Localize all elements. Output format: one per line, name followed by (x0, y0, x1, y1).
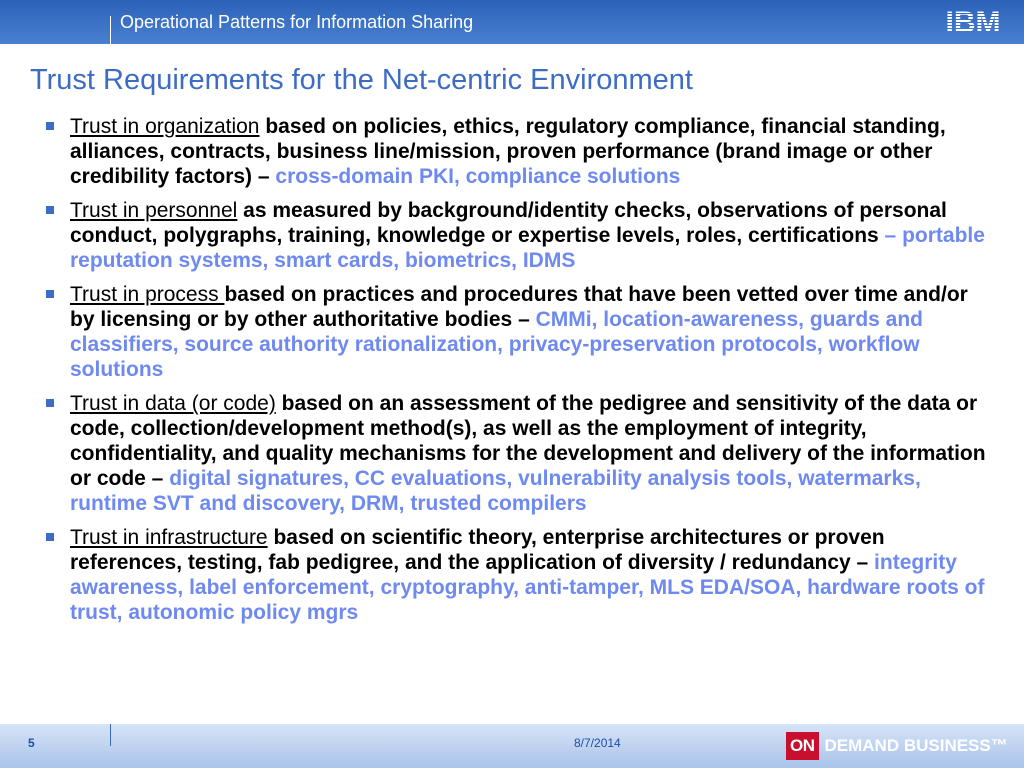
bullet-trust-infrastructure (44, 525, 994, 625)
square-bullet-icon (46, 290, 54, 298)
bullet-examples: cross-domain PKI, compliance solutions (275, 165, 681, 188)
footer-divider (110, 724, 111, 746)
bullet-list (44, 114, 994, 634)
footer-bar (0, 724, 1024, 768)
bullet-trust-data (44, 391, 994, 516)
bullet-examples: integrity awareness, label enforcement, cryptography, anti-tamper, MLS EDA/SOA, hardware roots of trust, autonomic policy mgrs (70, 551, 985, 624)
page-number: 5 (28, 736, 35, 750)
bullet-lead: Trust in personnel (70, 199, 238, 222)
square-bullet-icon (46, 533, 54, 541)
header-divider (110, 16, 111, 44)
square-bullet-icon (46, 122, 54, 130)
on-demand-business-logo (786, 731, 1008, 761)
bullet-lead: Trust in data (or code) (70, 392, 276, 415)
bullet-description: based on policies, ethics, regulatory compliance, financial standing, alliances, contracts, business line/mission, proven performance (brand image or other credibility factors) – (70, 115, 946, 188)
square-bullet-icon (46, 399, 54, 407)
brand-on-badge: ON (786, 732, 819, 760)
header-bar (0, 0, 1024, 44)
bullet-lead: Trust in organization (70, 115, 260, 138)
bullet-examples: – portable reputation systems, smart cards, biometrics, IDMS (70, 224, 985, 272)
bullet-lead: Trust in process (70, 283, 225, 306)
bullet-trust-organization (44, 114, 994, 189)
bullet-examples: digital signatures, CC evaluations, vulnerability analysis tools, watermarks, runtime SVT and discovery, DRM, trusted compilers (70, 467, 921, 515)
bullet-description: based on scientific theory, enterprise architectures or proven references, testing, fab pedigree, and the application of diversity / redundancy – (70, 526, 885, 574)
bullet-description: based on an assessment of the pedigree and sensitivity of the data or code, collection/development method(s), as well as the employment of integrity, confidentiality, and quality mechanisms for the development and delivery of the information or code – (70, 392, 986, 490)
bullet-trust-process (44, 282, 994, 382)
bullet-description: as measured by background/identity checks, observations of personal conduct, polygraphs, training, knowledge or expertise levels, roles, certifications (70, 199, 947, 247)
footer-date: 8/7/2014 (574, 736, 621, 750)
bullet-trust-personnel (44, 198, 994, 273)
ibm-logo-icon (940, 5, 1006, 37)
slide-title: Trust Requirements for the Net-centric Environment (30, 64, 693, 96)
bullet-lead: Trust in infrastructure (70, 526, 268, 549)
bullet-examples: CMMi, location-awareness, guards and classifiers, source authority rationalization, privacy-preservation protocols, workflow solutions (70, 308, 924, 381)
brand-text: DEMAND BUSINESS™ (824, 736, 1008, 755)
bullet-description: based on practices and procedures that have been vetted over time and/or by licensing or by other authoritative bodies – (70, 283, 968, 331)
presentation-title: Operational Patterns for Information Sharing (120, 12, 474, 32)
square-bullet-icon (46, 206, 54, 214)
